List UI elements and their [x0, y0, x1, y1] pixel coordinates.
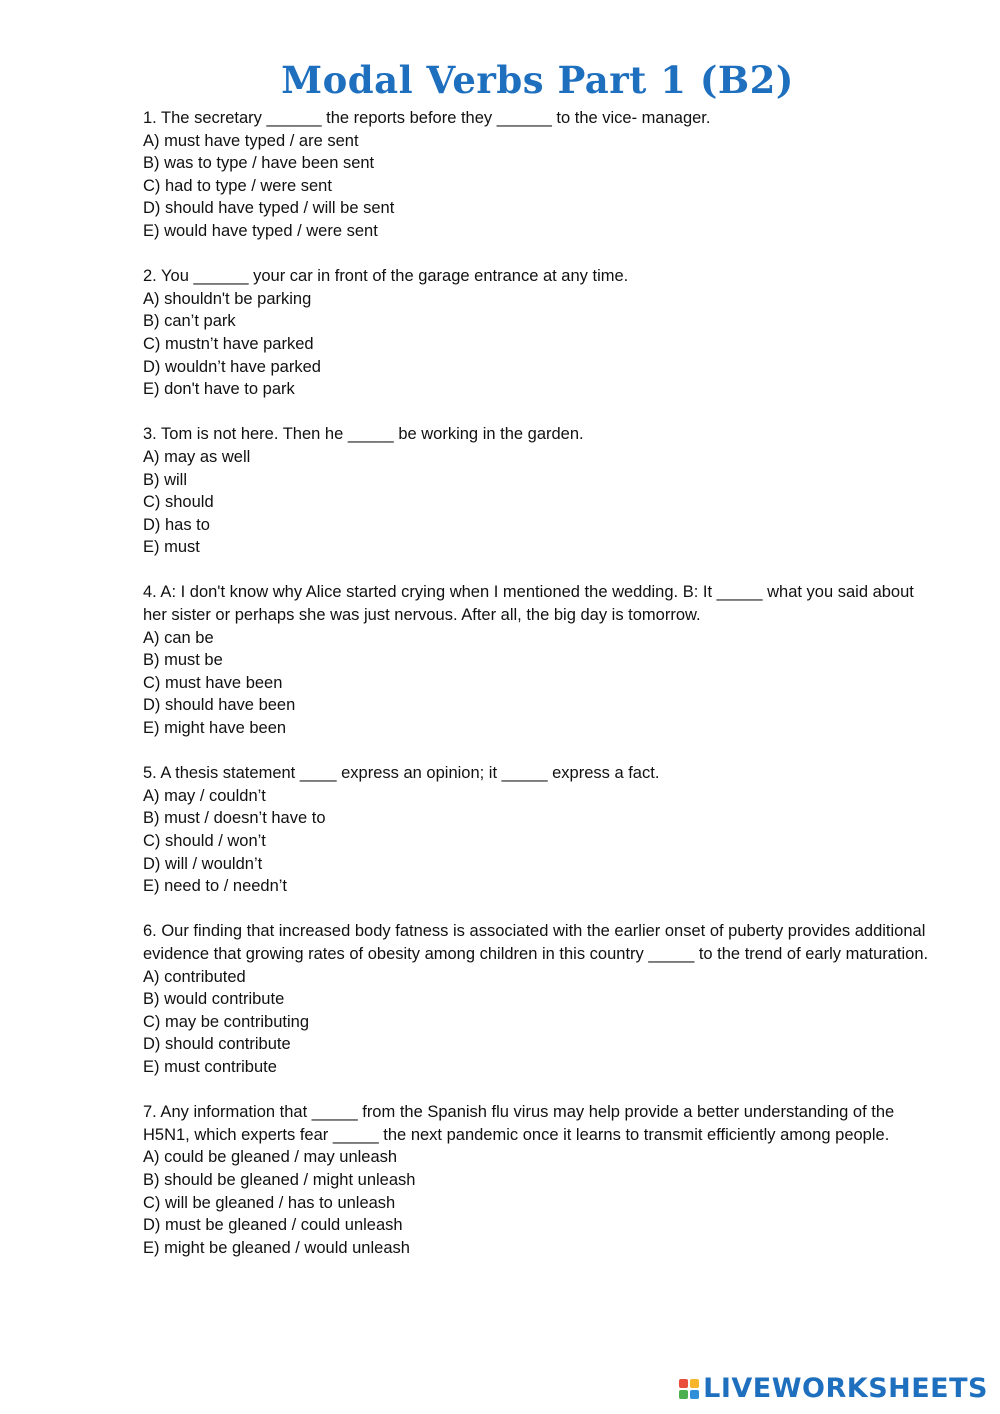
option-c: C) will be gleaned / has to unleash [143, 1193, 396, 1212]
option-b: B) can’t park [143, 312, 236, 331]
question-6 [143, 920, 933, 1078]
option-a: A) may / couldn’t [143, 786, 266, 805]
question-4 [143, 581, 933, 739]
option-d: D) should have typed / will be sent [143, 199, 395, 218]
question-1 [143, 107, 933, 243]
option-c: C) may be contributing [143, 1012, 309, 1031]
option-a: A) can be [143, 628, 214, 647]
question-5 [143, 762, 933, 898]
option-e: E) might be gleaned / would unleash [143, 1238, 410, 1257]
option-e: E) might have been [143, 719, 287, 738]
option-c: C) had to type / were sent [143, 176, 332, 195]
logo-block [690, 1379, 699, 1388]
option-b: B) will [143, 470, 187, 489]
option-a: A) could be gleaned / may unleash [143, 1148, 398, 1167]
option-d: D) wouldn’t have parked [143, 357, 321, 376]
question-stem: 6. Our finding that increased body fatness is associated with the earlier onset of puberty provides additional evidence that growing rates of obesity among children in this country _____ to the trend of early maturation. [143, 922, 929, 963]
question-stem: 2. You ______ your car in front of the garage entrance at any time. [143, 267, 629, 286]
logo-block [690, 1390, 699, 1399]
question-stem: 7. Any information that _____ from the Spanish flu virus may help provide a better understanding of the H5N1, which experts fear _____ the next pandemic once it learns to transmit efficiently among people. [143, 1103, 895, 1144]
logo-block [679, 1390, 688, 1399]
option-e: E) must [143, 538, 200, 557]
option-e: E) don't have to park [143, 380, 295, 399]
option-c: C) must have been [143, 673, 283, 692]
logo-text: LIVEWORKSHEETS [703, 1373, 988, 1404]
option-d: D) should contribute [143, 1035, 291, 1054]
option-c: C) mustn’t have parked [143, 334, 314, 353]
question-stem: 5. A thesis statement ____ express an opinion; it _____ express a fact. [143, 764, 660, 783]
question-2 [143, 265, 933, 401]
option-b: B) was to type / have been sent [143, 154, 375, 173]
option-b: B) must / doesn’t have to [143, 809, 326, 828]
option-a: A) must have typed / are sent [143, 131, 359, 150]
logo-block [679, 1379, 688, 1388]
question-stem: 3. Tom is not here. Then he _____ be working in the garden. [143, 425, 584, 444]
option-d: D) should have been [143, 696, 296, 715]
option-d: D) has to [143, 515, 210, 534]
option-a: A) contributed [143, 967, 246, 986]
option-b: B) should be gleaned / might unleash [143, 1170, 416, 1189]
option-c: C) should / won’t [143, 832, 266, 850]
option-a: A) shouldn't be parking [143, 289, 312, 308]
option-e: E) would have typed / were sent [143, 221, 378, 240]
option-b: B) would contribute [143, 990, 285, 1009]
option-e: E) must contribute [143, 1057, 277, 1076]
option-b: B) must be [143, 651, 223, 670]
question-7 [143, 1101, 933, 1259]
question-3 [143, 423, 933, 559]
question-stem: 4. A: I don't know why Alice started crying when I mentioned the wedding. B: It _____ what you said about her sister or perhaps she was just nervous. After all, the big day is tomorrow. [143, 583, 914, 625]
option-c: C) should [143, 493, 214, 512]
option-a: A) may as well [143, 447, 251, 466]
liveworksheets-logo [679, 1373, 988, 1404]
page-title: Modal Verbs Part 1 (B2) [281, 58, 794, 102]
option-d: D) must be gleaned / could unleash [143, 1216, 403, 1235]
logo-blocks-icon [679, 1379, 699, 1399]
question-list [143, 107, 933, 1282]
option-e: E) need to / needn’t [143, 877, 288, 896]
option-d: D) will / wouldn’t [143, 854, 263, 873]
question-stem: 1. The secretary ______ the reports before they ______ to the vice- manager. [143, 109, 711, 127]
